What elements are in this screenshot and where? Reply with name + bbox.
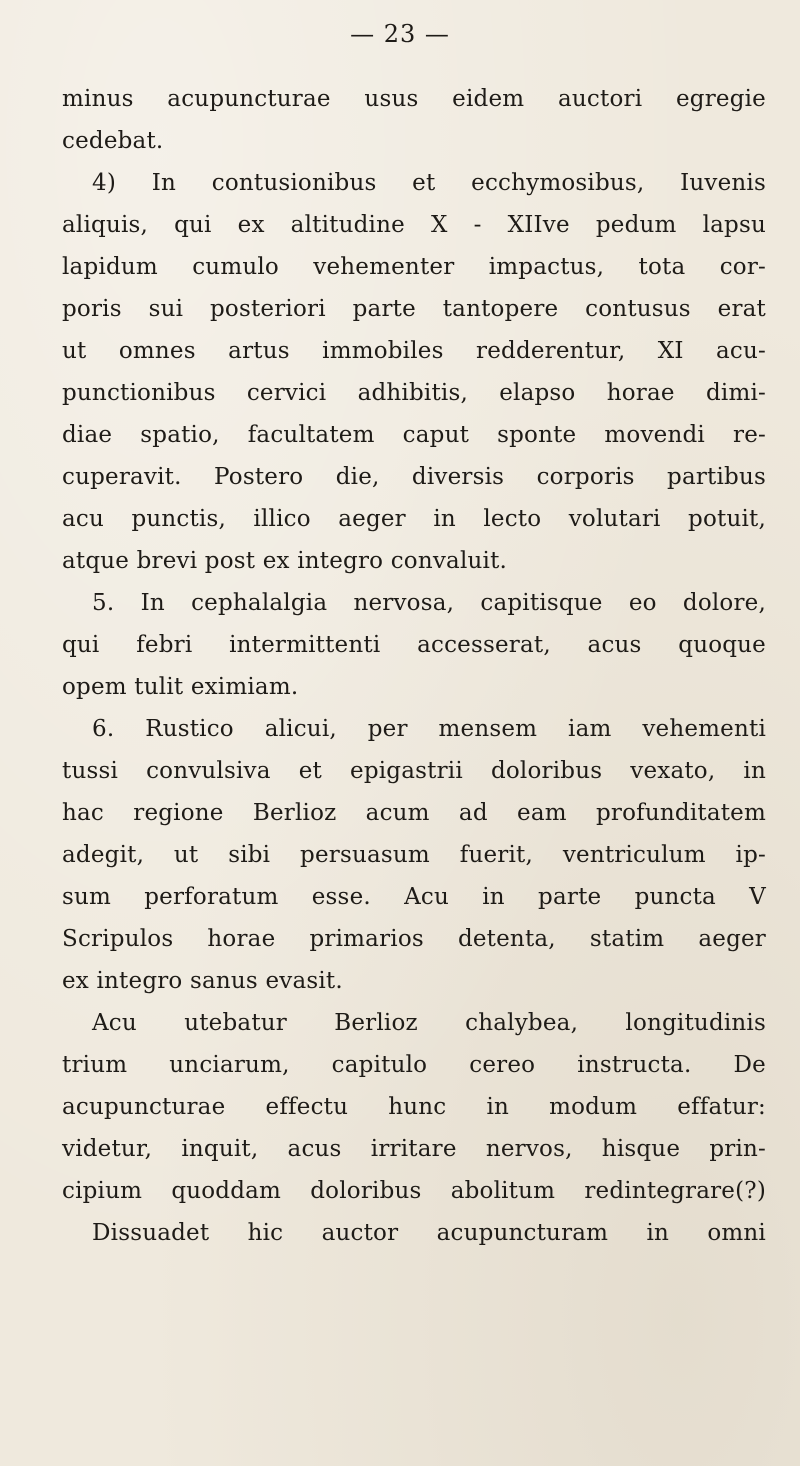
text-line: 4) In contusionibus et ecchymosibus, Iuvenis	[92, 170, 766, 196]
text-line: Scripulos horae primarios detenta, statim aeger	[62, 926, 766, 952]
text-line: 5. In cephalalgia nervosa, capitisque eo dolore,	[92, 590, 766, 616]
text-line: diae spatio, facultatem caput sponte movendi re-	[62, 422, 766, 448]
text-line: ut omnes artus immobiles redderentur, XI acu-	[62, 338, 766, 364]
text-line: minus acupuncturae usus eidem auctori egregie	[62, 86, 766, 112]
text-line: cedebat.	[62, 128, 164, 154]
text-line: cuperavit. Postero die, diversis corporis partibus	[62, 464, 766, 490]
text-line: sum perforatum esse. Acu in parte puncta V	[62, 884, 766, 910]
text-line: tussi convulsiva et epigastrii doloribus vexato, in	[62, 758, 766, 784]
body-text	[62, 78, 766, 1254]
text-line: qui febri intermittenti accesserat, acus quoque	[62, 632, 766, 658]
text-line: Acu utebatur Berlioz chalybea, longitudinis	[92, 1010, 766, 1036]
text-line: 6. Rustico alicui, per mensem iam vehementi	[92, 716, 766, 742]
page-number: — 23 —	[350, 20, 450, 48]
text-line: videtur, inquit, acus irritare nervos, hisque prin-	[62, 1136, 766, 1162]
text-line: punctionibus cervici adhibitis, elapso horae dimi-	[62, 380, 766, 406]
text-line: adegit, ut sibi persuasum fuerit, ventriculum ip-	[62, 842, 766, 868]
text-line: lapidum cumulo vehementer impactus, tota cor-	[62, 254, 766, 280]
text-line: opem tulit eximiam.	[62, 674, 299, 700]
text-line: Dissuadet hic auctor acupuncturam in omni	[92, 1220, 766, 1246]
text-line: cipium quoddam doloribus abolitum redintegrare(?)	[62, 1178, 766, 1204]
text-line: acupuncturae effectu hunc in modum effatur:	[62, 1094, 766, 1120]
text-line: ex integro sanus evasit.	[62, 968, 343, 994]
text-line: acu punctis, illico aeger in lecto volutari potuit,	[62, 506, 766, 532]
text-line: trium unciarum, capitulo cereo instructa. De	[62, 1052, 766, 1078]
text-line: atque brevi post ex integro convaluit.	[62, 548, 508, 574]
text-line: aliquis, qui ex altitudine X - XIIve pedum lapsu	[62, 212, 766, 238]
text-line: hac regione Berlioz acum ad eam profunditatem	[62, 800, 766, 826]
text-line: poris sui posteriori parte tantopere contusus erat	[62, 296, 766, 322]
